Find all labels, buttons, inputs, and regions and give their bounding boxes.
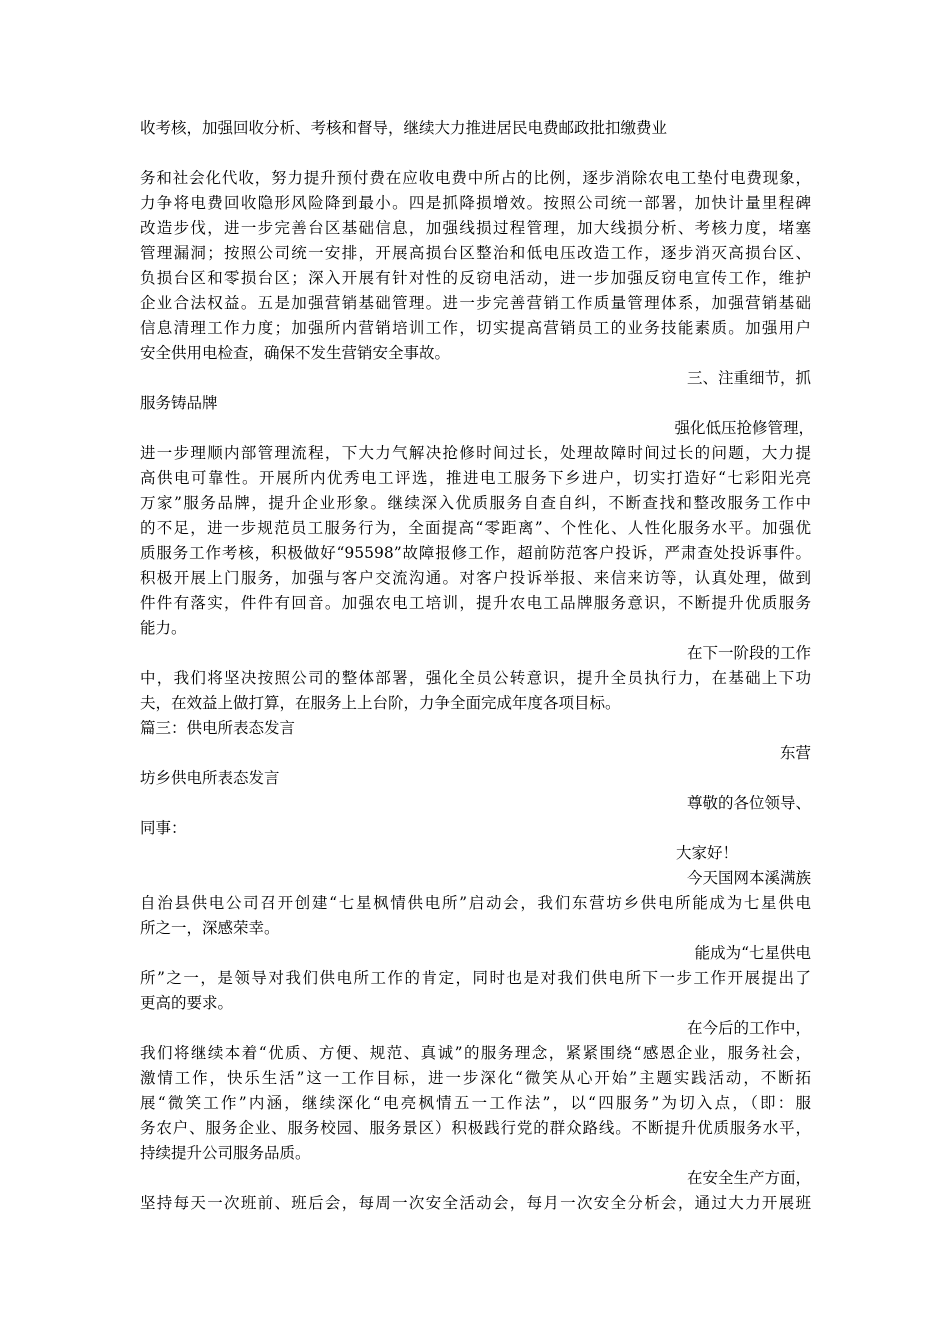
text-line: 更高的要求。 (140, 994, 234, 1012)
paragraph-start: 强化低压抢修管理， (674, 419, 814, 437)
section-heading-continued: 服务铸品牌 (140, 394, 218, 412)
text-line: 中，我们将坚决按照公司的整体部署，强化全员公转意识，提升全员执行力，在基础上下功 (140, 669, 811, 687)
paragraph-start: 今天国网本溪满族 (686, 869, 811, 887)
text-line: 件件有落实，件件有回音。加强农电工培训，提升农电工品牌服务意识，不断提升优质服务 (140, 594, 811, 612)
text-line: 质服务工作考核，积极做好“95598”故障报修工作，超前防范客户投诉，严肃查处投诉事件。 (140, 544, 811, 562)
text-line: 务和社会化代收，努力提升预付费在应收电费中所占的比例，逐步消除农电工垫付电费现象， (140, 169, 811, 187)
text-line: 所之一，深感荣幸。 (140, 919, 280, 937)
text-line: 夫，在效益上做打算，在服务上上台阶，力争全面完成年度各项目标。 (140, 694, 621, 712)
text-line: 安全供用电检查，确保不发生营销安全事故。 (140, 344, 451, 362)
text-line: 信息清理工作力度；加强所内营销培训工作，切实提高营销员工的业务技能素质。加强用户 (140, 319, 811, 337)
text-line: 改造步伐，进一步完善台区基础信息，加强线损过程管理，加大线损分析、考核力度，堵塞 (140, 219, 811, 237)
text-line: 企业合法权益。五是加强营销基础管理。进一步完善营销工作质量管理体系，加强营销基础 (140, 294, 811, 312)
section-heading: 三、注重细节，抓 (686, 369, 811, 387)
text-line: 万家”服务品牌，提升企业形象。继续深入优质服务自查自纠，不断查找和整改服务工作中 (140, 494, 811, 512)
article-title: 篇三：供电所表态发言 (140, 719, 296, 737)
text-line: 持续提升公司服务品质。 (140, 1144, 311, 1162)
text-line: 展“微笑工作”内涵，继续深化“电亮枫情五一工作法”，以“四服务”为切入点，（即：服 (140, 1094, 811, 1112)
paragraph-start: 能成为“七星供电 (694, 944, 811, 962)
text-line: 自治县供电公司召开创建“七星枫情供电所”启动会，我们东营坊乡供电所能成为七星供电 (140, 894, 811, 912)
article-subtitle-continued: 坊乡供电所表态发言 (140, 769, 280, 787)
text-line: 管理漏洞；按照公司统一安排，开展高损台区整治和低电压改造工作，逐步消灭高损台区、 (140, 244, 811, 262)
text-line: 收考核，加强回收分析、考核和督导，继续大力推进居民电费邮政批扣缴费业 (140, 119, 668, 137)
text-line: 积极开展上门服务，加强与客户交流沟通。对客户投诉举报、来信来访等，认真处理，做到 (140, 569, 811, 587)
salutation-continued: 同事： (140, 819, 187, 837)
text-line: 力争将电费回收隐形风险降到最小。四是抓降损增效。按照公司统一部署，加快计量里程碑 (140, 194, 811, 212)
greeting: 大家好！ (676, 844, 739, 862)
paragraph-start: 在安全生产方面， (686, 1169, 811, 1187)
text-line: 我们将继续本着“优质、方便、规范、真诚”的服务理念，紧紧围绕“感恩企业，服务社会， (140, 1044, 811, 1062)
text-line: 的不足，进一步规范员工服务行为，全面提高“零距离”、个性化、人性化服务水平。加强优 (140, 519, 811, 537)
text-line: 激情工作，快乐生活”这一工作目标，进一步深化“微笑从心开始”主题实践活动，不断拓 (140, 1069, 811, 1087)
text-line: 务农户、服务企业、服务校园、服务景区）积极践行党的群众路线。不断提升优质服务水平， (140, 1119, 811, 1137)
paragraph-start: 在下一阶段的工作 (686, 644, 811, 662)
text-line: 坚持每天一次班前、班后会，每周一次安全活动会，每月一次安全分析会，通过大力开展班 (140, 1194, 811, 1212)
text-line: 能力。 (140, 619, 187, 637)
text-line: 所”之一，是领导对我们供电所工作的肯定，同时也是对我们供电所下一步工作开展提出了 (140, 969, 811, 987)
text-line: 高供电可靠性。开展所内优秀电工评选，推进电工服务下乡进户，切实打造好“七彩阳光亮 (140, 469, 811, 487)
salutation: 尊敬的各位领导、 (686, 794, 811, 812)
paragraph-start: 在今后的工作中， (686, 1019, 811, 1037)
text-line: 负损台区和零损台区；深入开展有针对性的反窃电活动，进一步加强反窃电宣传工作，维护 (140, 269, 811, 287)
article-subtitle: 东营 (779, 744, 811, 762)
text-line: 进一步理顺内部管理流程，下大力气解决抢修时间过长，处理故障时间过长的问题，大力提 (140, 444, 811, 462)
